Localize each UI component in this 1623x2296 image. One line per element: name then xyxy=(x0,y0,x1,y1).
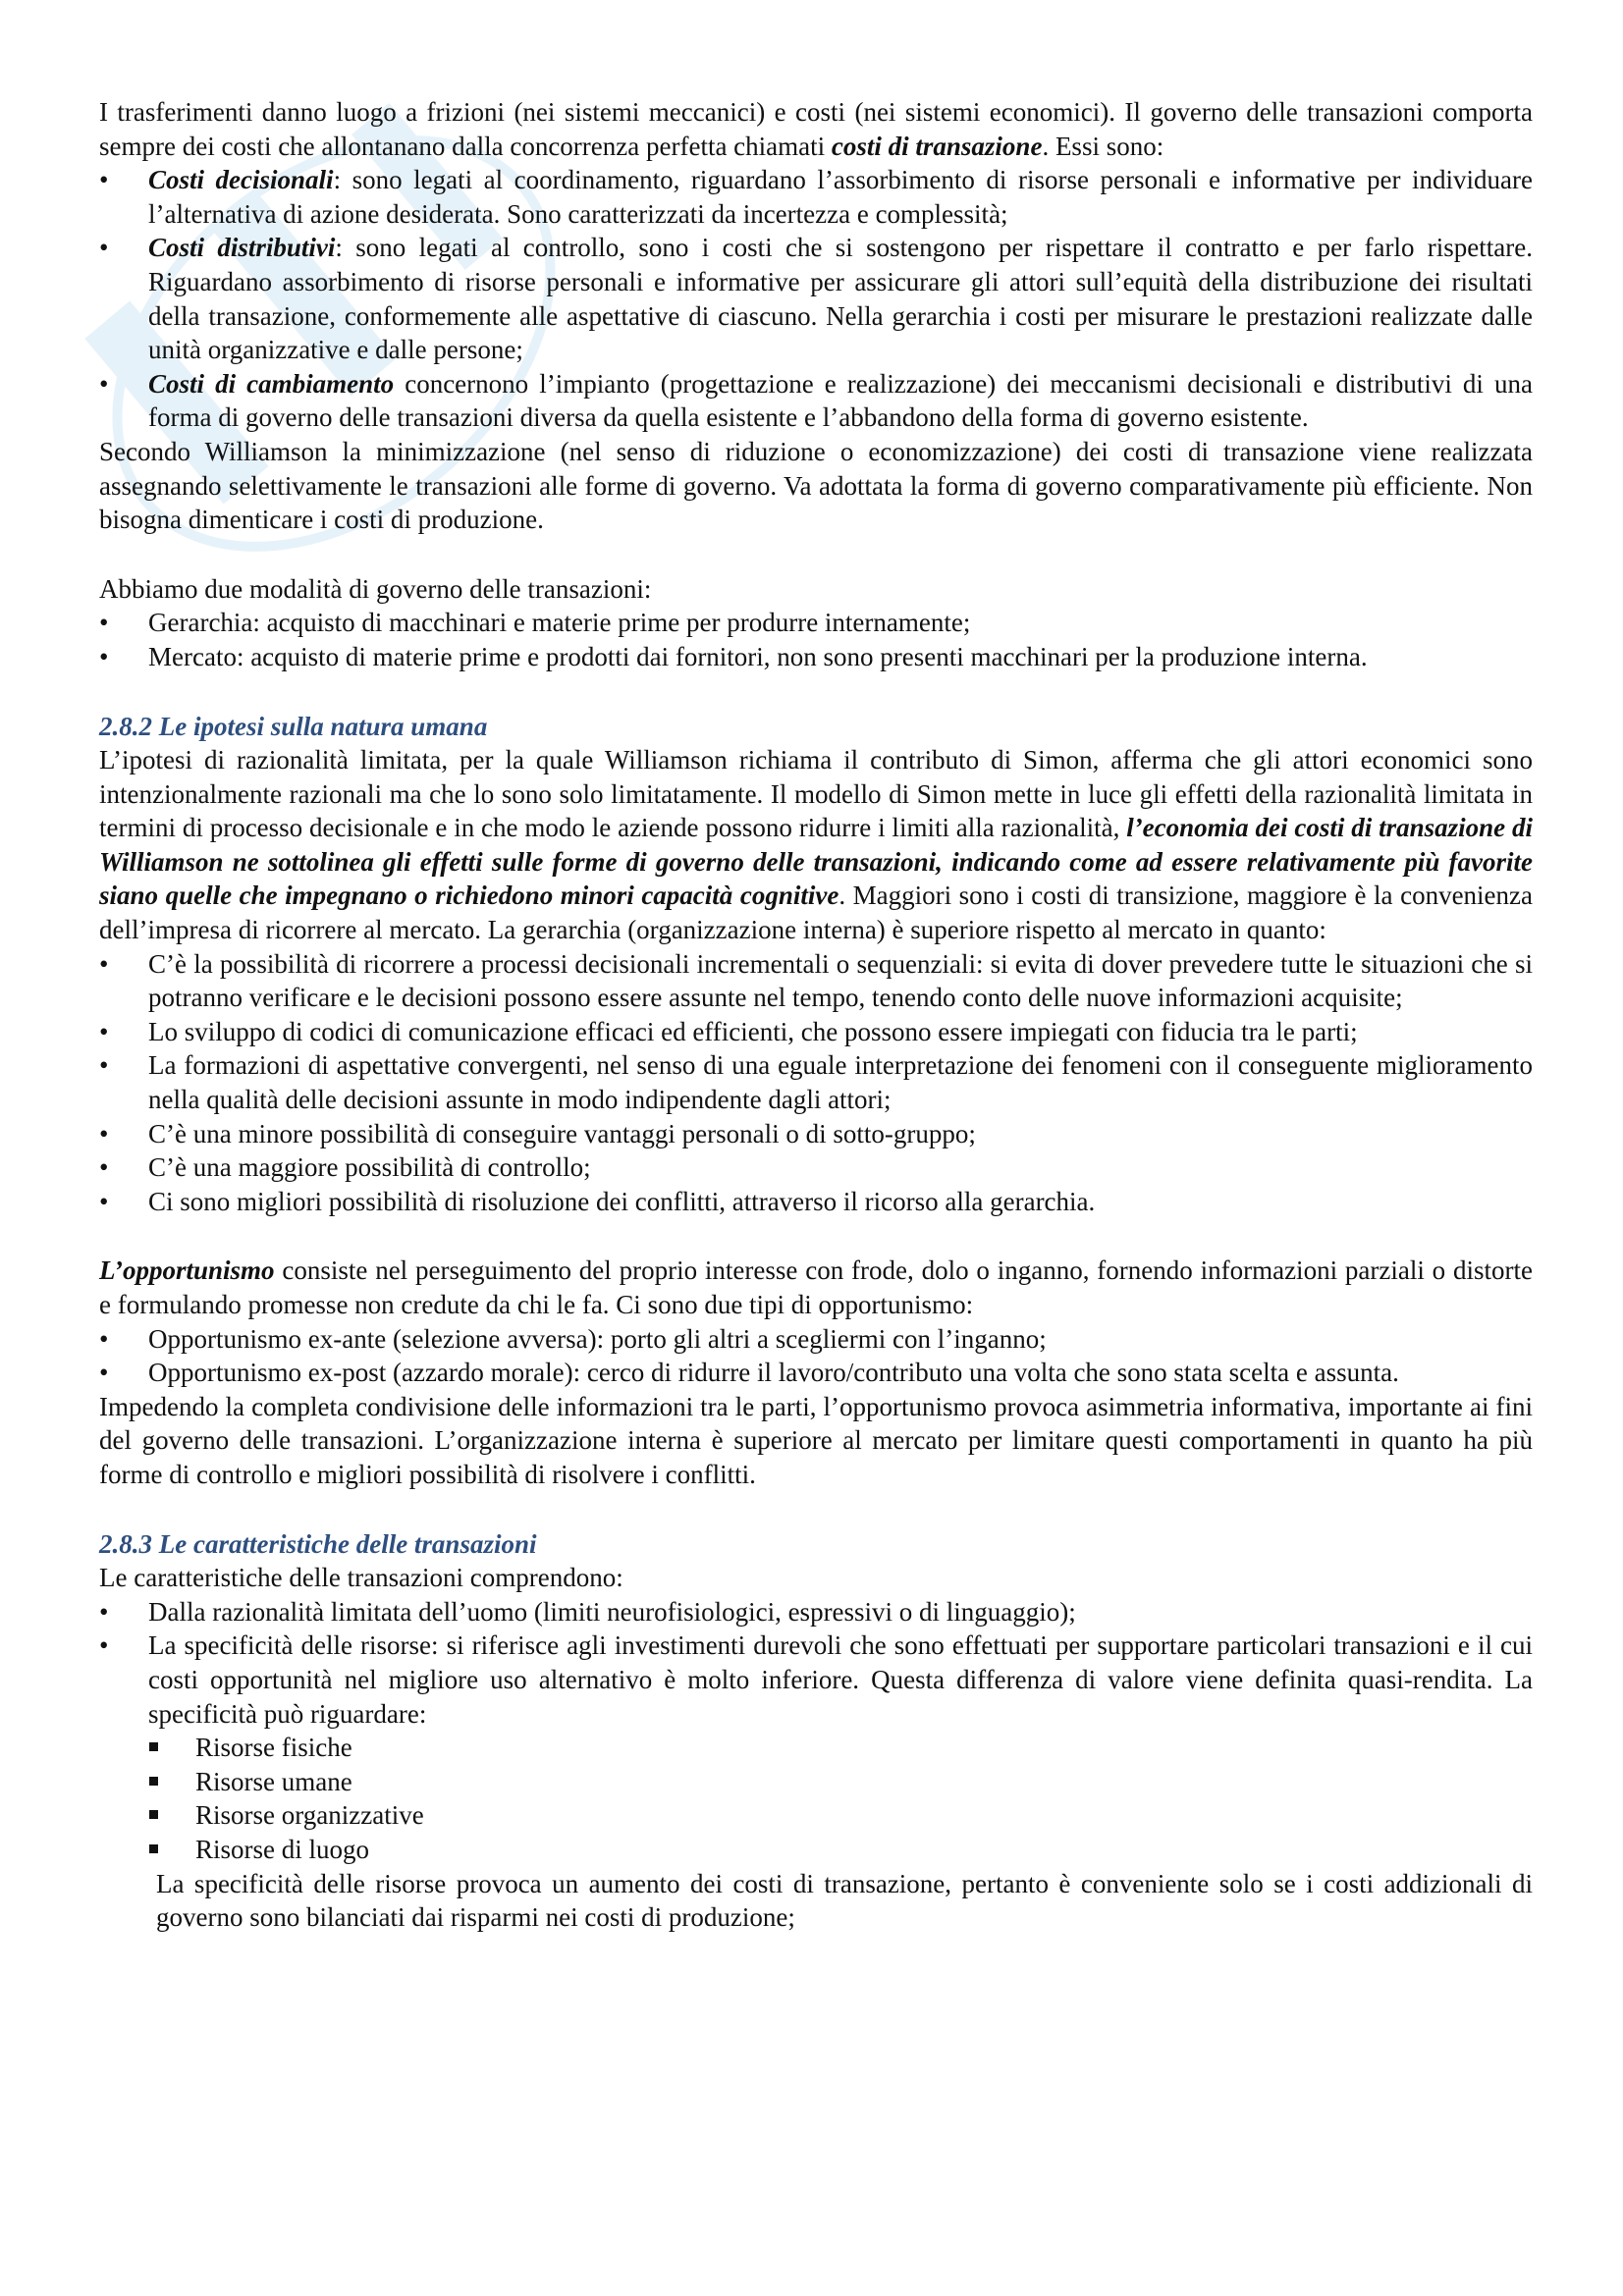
list-item: • Gerarchia: acquisto di macchinari e materie prime per produrre internamente; xyxy=(99,606,1533,640)
list-item: • Dalla razionalità limitata dell’uomo (limiti neurofisiologici, espressivi o di linguaggio); xyxy=(99,1595,1533,1629)
list-item: • Opportunismo ex-post (azzardo morale): cerco di ridurre il lavoro/contributo una volta che sono stata scelta e assunta. xyxy=(99,1356,1533,1390)
characteristics-intro: Le caratteristiche delle transazioni comprendono: xyxy=(99,1563,623,1593)
list-item: • C’è la possibilità di ricorrere a processi decisionali incrementali o sequenziali: si evita di dover prevedere tutte le situazioni che si potranno verificare e le decisioni possono essere assunte nel tempo, tenendo conto delle nuove informazioni acquisite; xyxy=(99,947,1533,1015)
opportunism-paragraph: L’opportunismo consiste nel perseguimento del proprio interesse con frode, dolo o inganno, fornendo informazioni parziali o distorte e formulando promesse non credute da chi le fa. Ci sono due tipi di opportunismo: xyxy=(99,1255,1533,1319)
document-page xyxy=(99,95,1533,1935)
list-item: • La specificità delle risorse: si riferisce agli investimenti durevoli che sono effettuati per supportare particolari transazioni e il cui costi opportunità nel migliore uso alternativo è molto inferiore. Questa differenza di valore viene definita quasi-rendita. La specificità può riguardare: xyxy=(99,1629,1533,1731)
list-item: • Costi decisionali: sono legati al coordinamento, riguardano l’assorbimento di risorse personali e informative per individuare l’alternativa di azione desiderata. Sono caratterizzati da incertezza e complessità; xyxy=(99,163,1533,231)
list-item: • Ci sono migliori possibilità di risoluzione dei conflitti, attraverso il ricorso alla gerarchia. xyxy=(99,1185,1533,1219)
list-item: Risorse fisiche xyxy=(148,1731,1533,1765)
section-heading-2-8-3: 2.8.3 Le caratteristiche delle transazioni xyxy=(99,1528,537,1559)
hierarchy-advantages-list xyxy=(99,947,1533,1219)
list-item: Risorse umane xyxy=(148,1765,1533,1799)
list-item: • C’è una maggiore possibilità di controllo; xyxy=(99,1150,1533,1185)
cost-types-list xyxy=(99,163,1533,435)
list-item: • Mercato: acquisto di materie prime e prodotti dai fornitori, non sono presenti macchinari per la produzione interna. xyxy=(99,640,1533,674)
list-item: • C’è una minore possibilità di conseguire vantaggi personali o di sotto-gruppo; xyxy=(99,1117,1533,1151)
governance-modes-list xyxy=(99,606,1533,673)
list-item: • Costi distributivi: sono legati al controllo, sono i costi che si sostengono per rispettare il contratto e per farlo rispettare. Riguardano assorbimento di risorse personali e informative per assicurare gli attori sull’equità della distribuzione dei risultati della transazione, conformemente alle aspettative di ciascuno. Nella gerarchia i costi per misurare le prestazioni realizzate dalle unità organizzative e dalle persone; xyxy=(99,231,1533,366)
opportunism-types-list xyxy=(99,1322,1533,1390)
information-asymmetry-paragraph: Impedendo la completa condivisione delle informazioni tra le parti, l’opportunismo provoca asimmetria informativa, importante ai fini del governo delle transazioni. L’organizzazione interna è superiore al mercato per limitare questi comportamenti in quanto ha più forme di controllo e migliori possibilità di risolvere i conflitti. xyxy=(99,1391,1533,1489)
resource-types-list xyxy=(148,1731,1533,1866)
list-item: Risorse di luogo xyxy=(148,1833,1533,1867)
governance-modes-intro: Abbiamo due modalità di governo delle transazioni: xyxy=(99,573,652,604)
list-item: • La formazioni di aspettative convergenti, nel senso di una eguale interpretazione dei fenomeni con il conseguente miglioramento nella qualità delle decisioni assunte in modo indipendente dagli attori; xyxy=(99,1048,1533,1116)
specificity-closing-paragraph: La specificità delle risorse provoca un aumento dei costi di transazione, pertanto è conveniente solo se i costi addizionali di governo sono bilanciati dai risparmi nei costi di produzione; xyxy=(156,1868,1533,1933)
list-item: • Costi di cambiamento concernono l’impianto (progettazione e realizzazione) dei meccanismi decisionali e distributivi di una forma di governo delle transazioni diversa da quella esistente e l’abbandono della forma di governo esistente. xyxy=(99,367,1533,435)
bounded-rationality-paragraph: L’ipotesi di razionalità limitata, per la quale Williamson richiama il contributo di Simon, afferma che gli attori economici sono intenzionalmente razionali ma che lo sono solo limitatamente. Il modello di Simon mette in luce gli effetti della razionalità limitata in termini di processo decisionale e in che modo le aziende possono ridurre i limiti alla razionalità, l’economia dei costi di transazione di Williamson ne sottolinea gli effetti sulle forme di governo delle transazioni, indicando come ad essere relativamente più favorite siano quelle che impegnano o richiedono minori capacità cognitive. Maggiori sono i costi di transizione, maggiore è la convenienza dell’impresa di ricorrere al mercato. La gerarchia (organizzazione interna) è superiore rispetto al mercato in quanto: xyxy=(99,745,1533,945)
williamson-paragraph: Secondo Williamson la minimizzazione (nel senso di riduzione o economizzazione) dei costi di transazione viene realizzata assegnando selettivamente le transazioni alle forme di governo. Va adottata la forma di governo comparativamente più efficiente. Non bisogna dimenticare i costi di produzione. xyxy=(99,436,1533,535)
intro-paragraph: I trasferimenti danno luogo a frizioni (nei sistemi meccanici) e costi (nei sistemi economici). Il governo delle transazioni comporta sempre dei costi che allontanano dalla concorrenza perfetta chiamati costi di transazione. Essi sono: xyxy=(99,97,1533,161)
characteristics-list xyxy=(99,1595,1533,1731)
transaction-costs-term: costi di transazione xyxy=(831,131,1043,161)
section-heading-2-8-2: 2.8.2 Le ipotesi sulla natura umana xyxy=(99,711,488,741)
list-item: Risorse organizzative xyxy=(148,1798,1533,1833)
list-item: • Lo sviluppo di codici di comunicazione efficaci ed efficienti, che possono essere impiegati con fiducia tra le parti; xyxy=(99,1015,1533,1049)
list-item: • Opportunismo ex-ante (selezione avversa): porto gli altri a scegliermi con l’inganno; xyxy=(99,1322,1533,1357)
